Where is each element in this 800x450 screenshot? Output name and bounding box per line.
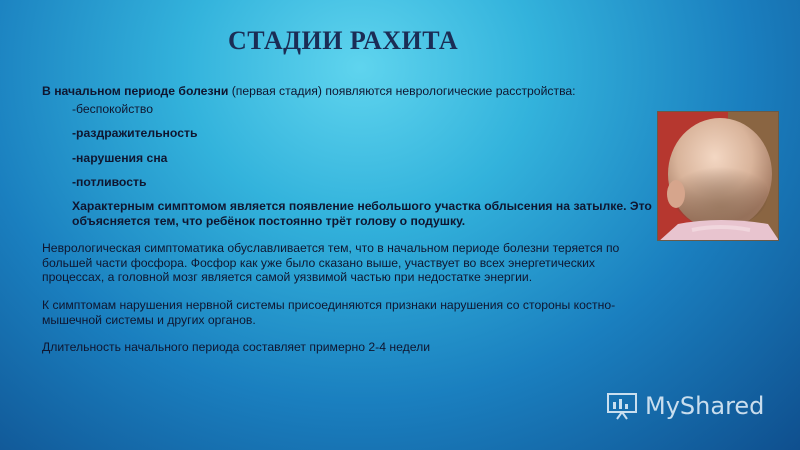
baby-head-photo — [657, 111, 779, 241]
characteristic-symptom: Характерным симптомом является появление небольшого участка облысения на затылке. Это объясняется тем, что ребёнок постоянно трёт голову о подушку. — [72, 198, 652, 228]
presentation-chart-icon — [605, 391, 639, 421]
symptom-irritability: -раздражительность — [72, 126, 198, 141]
slide-body — [42, 84, 654, 355]
symptom-sleep-disorders: -нарушения сна — [72, 150, 168, 165]
baby-head-illustration — [658, 112, 779, 241]
symptom-sweating: -потливость — [72, 175, 147, 190]
intro-rest: (первая стадия) появляются неврологические расстройства: — [228, 84, 576, 98]
watermark — [605, 390, 764, 422]
slide-title: СТАДИИ РАХИТА — [228, 26, 459, 55]
watermark-text: MyShared — [645, 392, 765, 420]
paragraph-duration: Длительность начального периода составляет примерно 2-4 недели — [42, 340, 431, 355]
symptom-restlessness: -беспокойство — [72, 101, 153, 116]
intro-bold: В начальном периоде болезни — [42, 84, 229, 98]
paragraph-musculoskeletal: К симптомам нарушения нервной системы присоединяются признаки нарушения со стороны костно-мышечной системы и других органов. — [42, 297, 616, 327]
intro-paragraph — [42, 84, 654, 99]
paragraph-neurology: Неврологическая симптоматика обуславливается тем, что в начальном периоде болезни теряется по большей части фосфора. Фосфор как уже было сказано выше, участвует во всех энергетических процессах, а головной мозг является самой уязвимой частью при недостатке энергии. — [42, 241, 620, 285]
